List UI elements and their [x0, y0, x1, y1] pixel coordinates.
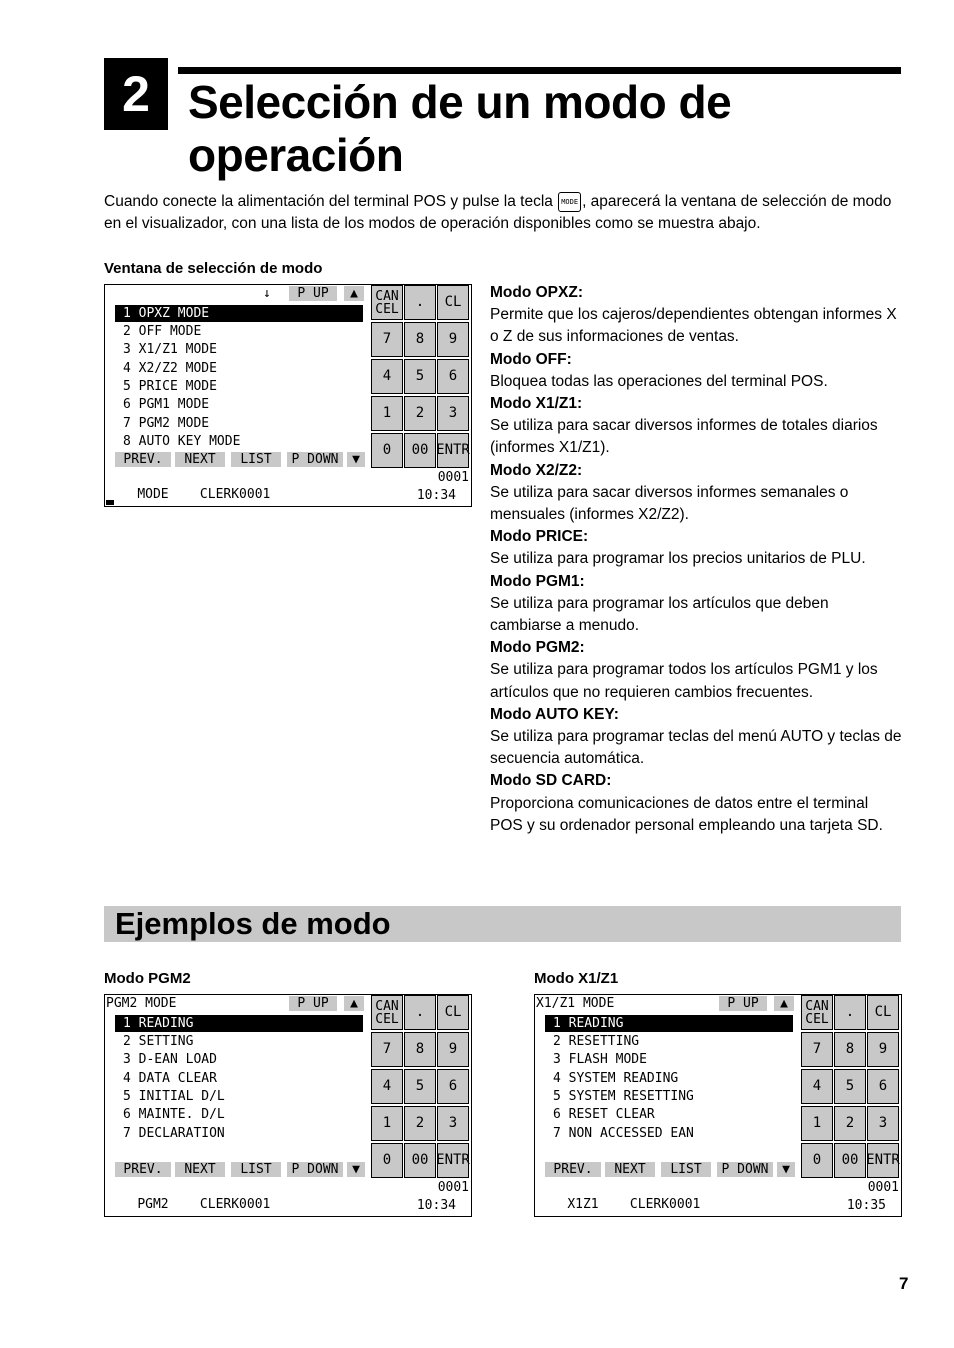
status-time: 10:34 — [416, 488, 456, 503]
list-item[interactable]: 5 SYSTEM RESETTING — [553, 1089, 694, 1104]
cursor-indicator — [106, 500, 114, 505]
pgm2-screen — [104, 994, 472, 1217]
x1z1-screen — [534, 994, 902, 1217]
page-number: 7 — [899, 1274, 909, 1293]
list-item[interactable]: 2 RESETTING — [553, 1034, 640, 1049]
key-4[interactable]: 4 — [801, 1069, 833, 1104]
list-item[interactable]: 2 OFF MODE — [123, 324, 202, 339]
key-3[interactable]: 3 — [867, 1106, 899, 1141]
list-item[interactable]: 6 PGM1 MODE — [123, 397, 210, 412]
mode-text: Bloquea todas las operaciones del terminal POS. — [490, 372, 828, 390]
list-item[interactable]: 4 DATA CLEAR — [123, 1071, 217, 1086]
list-nav-bar — [105, 1161, 371, 1178]
key-2[interactable]: 2 — [404, 396, 436, 431]
mode-text: Se utiliza para programar todos los artículos PGM1 y los artículos que no requieren cambios frecuentes. — [490, 661, 878, 701]
list-item[interactable]: 8 AUTO KEY MODE — [123, 434, 241, 449]
page-up-button[interactable]: P UP — [719, 996, 767, 1011]
pgm2-list — [105, 995, 371, 1160]
cancel-key-top: CAN — [805, 998, 829, 1014]
key-00[interactable]: 00 — [834, 1143, 866, 1178]
key-4[interactable]: 4 — [371, 359, 403, 394]
list-item[interactable]: 7 NON ACCESSED EAN — [553, 1126, 694, 1141]
mode-heading: Modo SD CARD: — [490, 772, 612, 790]
list-button[interactable]: LIST — [661, 1162, 711, 1177]
mode-heading: Modo PGM2: — [490, 639, 585, 657]
key-5[interactable]: 5 — [404, 1069, 436, 1104]
status-bar — [106, 469, 470, 504]
page-down-button[interactable]: P DOWN — [287, 452, 343, 467]
dot-key[interactable]: . — [404, 995, 436, 1030]
cancel-key[interactable] — [801, 995, 833, 1030]
window-label: Ventana de selección de modo — [104, 260, 323, 277]
mode-heading: Modo AUTO KEY: — [490, 705, 619, 723]
key-6[interactable]: 6 — [437, 1069, 469, 1104]
scroll-up-icon[interactable]: ▲ — [344, 286, 364, 301]
keypad — [800, 995, 900, 1179]
dot-key[interactable]: . — [404, 285, 436, 320]
key-3[interactable]: 3 — [437, 1106, 469, 1141]
clear-key[interactable]: CL — [437, 285, 469, 320]
mode-text: Se utiliza para programar teclas del menú AUTO y teclas de secuencia automática. — [490, 728, 902, 768]
page-title: Selección de un modo de operación — [188, 76, 732, 181]
cancel-key-top: CAN — [375, 288, 399, 304]
list-item[interactable]: 6 MAINTE. D/L — [123, 1107, 225, 1122]
list-item[interactable]: 7 DECLARATION — [123, 1126, 225, 1141]
intro-text-after: , aparecerá la ventana de selección de modo en el visualizador, con una lista de los modos de operación disponibles como se muestra abajo. — [104, 193, 892, 232]
cancel-key-bottom: CEL — [805, 1011, 829, 1027]
key-7[interactable]: 7 — [371, 1032, 403, 1067]
cancel-key-top: CAN — [375, 998, 399, 1014]
mode-heading: Modo OFF: — [490, 350, 572, 368]
list-item[interactable]: 1 OPXZ MODE — [115, 305, 363, 322]
intro-text-before: Cuando conecte la alimentación del terminal POS y pulse la tecla — [104, 193, 558, 210]
status-time: 10:34 — [416, 1198, 456, 1213]
status-mode-clerk: X1Z1 CLERK0001 — [567, 1197, 701, 1212]
mode-text: Se utiliza para sacar diversos informes de totales diarios (informes X1/Z1). — [490, 417, 878, 457]
mode-heading: Modo PRICE: — [490, 528, 589, 546]
list-item[interactable]: 1 READING — [545, 1015, 793, 1032]
chapter-number: 2 — [104, 58, 168, 130]
mode-text: Proporciona comunicaciones de datos entre el terminal POS y su ordenador personal empleando una tarjeta SD. — [490, 794, 883, 834]
scroll-down-icon[interactable]: ↓ — [263, 286, 271, 301]
list-item[interactable]: 3 D-EAN LOAD — [123, 1052, 217, 1067]
cancel-key[interactable] — [371, 995, 403, 1030]
next-button[interactable]: NEXT — [605, 1162, 655, 1177]
cancel-key-bottom: CEL — [375, 301, 399, 317]
status-bar — [106, 1179, 470, 1214]
mode-heading: Modo X1/Z1: — [490, 395, 583, 413]
page-down-button[interactable]: P DOWN — [287, 1162, 343, 1177]
section-title: Ejemplos de modo — [115, 906, 391, 941]
list-item[interactable]: 1 READING — [115, 1015, 363, 1032]
key-0[interactable]: 0 — [371, 433, 403, 468]
next-button[interactable]: NEXT — [175, 1162, 225, 1177]
clear-key[interactable]: CL — [867, 995, 899, 1030]
key-6[interactable]: 6 — [867, 1069, 899, 1104]
mode-heading: Modo PGM1: — [490, 572, 585, 590]
clear-key[interactable]: CL — [437, 995, 469, 1030]
mode-heading: Modo OPXZ: — [490, 284, 583, 301]
list-item[interactable]: 4 SYSTEM READING — [553, 1071, 679, 1086]
cancel-key-bottom: CEL — [375, 1011, 399, 1027]
list-item[interactable]: 6 RESET CLEAR — [553, 1107, 655, 1122]
key-9[interactable]: 9 — [867, 1032, 899, 1067]
list-button[interactable]: LIST — [231, 452, 281, 467]
pgm2-header: PGM2 MODE — [106, 996, 177, 1011]
scroll-down-button[interactable]: ▼ — [347, 452, 365, 467]
status-time: 10:35 — [846, 1198, 886, 1213]
intro-paragraph — [104, 191, 904, 235]
key-1[interactable]: 1 — [371, 396, 403, 431]
key-4[interactable]: 4 — [371, 1069, 403, 1104]
prev-button[interactable]: PREV. — [545, 1162, 601, 1177]
x1z1-header: X1/Z1 MODE — [536, 996, 615, 1011]
list-item[interactable]: 2 SETTING — [123, 1034, 194, 1049]
mode-key-icon: MODE — [558, 192, 581, 212]
status-number: 0001 — [437, 470, 469, 485]
status-mode-clerk: PGM2 CLERK0001 — [137, 1197, 271, 1212]
x1z1-list — [535, 995, 801, 1160]
enter-key[interactable]: ENTR — [437, 433, 469, 468]
mode-text: Permite que los cajeros/dependientes obtengan informes X o Z de sus informaciones de ventas. — [490, 306, 897, 346]
key-7[interactable]: 7 — [801, 1032, 833, 1067]
list-item[interactable]: 4 X2/Z2 MODE — [123, 361, 217, 376]
list-item[interactable]: 7 PGM2 MODE — [123, 416, 210, 431]
list-item[interactable]: 3 FLASH MODE — [553, 1052, 647, 1067]
key-00[interactable]: 00 — [404, 433, 436, 468]
dot-key[interactable]: . — [834, 995, 866, 1030]
list-nav-bar — [105, 451, 371, 468]
key-1[interactable]: 1 — [801, 1106, 833, 1141]
key-0[interactable]: 0 — [801, 1143, 833, 1178]
keypad — [370, 995, 470, 1179]
status-number: 0001 — [437, 1180, 469, 1195]
key-5[interactable]: 5 — [834, 1069, 866, 1104]
key-7[interactable]: 7 — [371, 322, 403, 357]
mode-text: Se utiliza para programar los artículos que deben cambiarse a menudo. — [490, 594, 829, 635]
page-up-button[interactable]: P UP — [289, 286, 337, 301]
key-9[interactable]: 9 — [437, 1032, 469, 1067]
pgm2-label: Modo PGM2 — [104, 970, 191, 987]
scroll-down-button[interactable]: ▼ — [347, 1162, 365, 1177]
status-mode-clerk: MODE CLERK0001 — [137, 487, 271, 502]
status-bar — [536, 1179, 900, 1214]
key-1[interactable]: 1 — [371, 1106, 403, 1141]
page-up-button[interactable]: P UP — [289, 996, 337, 1011]
key-2[interactable]: 2 — [404, 1106, 436, 1141]
list-item[interactable]: 5 INITIAL D/L — [123, 1089, 225, 1104]
key-00[interactable]: 00 — [404, 1143, 436, 1178]
key-8[interactable]: 8 — [834, 1032, 866, 1067]
key-6[interactable]: 6 — [437, 359, 469, 394]
key-0[interactable]: 0 — [371, 1143, 403, 1178]
scroll-up-icon[interactable]: ▲ — [774, 996, 794, 1011]
key-8[interactable]: 8 — [404, 322, 436, 357]
mode-selection-screen — [104, 284, 472, 507]
cancel-key[interactable] — [371, 285, 403, 320]
mode-heading: Modo X2/Z2: — [490, 461, 583, 479]
prev-button[interactable]: PREV. — [115, 1162, 171, 1177]
mode-text: Se utiliza para sacar diversos informes semanales o mensuales (informes X2/Z2). — [490, 483, 849, 524]
mode-text: Se utiliza para programar los precios unitarios de PLU. — [490, 550, 866, 568]
page-down-button[interactable]: P DOWN — [717, 1162, 773, 1177]
x1z1-label: Modo X1/Z1 — [534, 970, 619, 987]
key-8[interactable]: 8 — [404, 1032, 436, 1067]
status-number: 0001 — [867, 1180, 899, 1195]
list-button[interactable]: LIST — [231, 1162, 281, 1177]
key-9[interactable]: 9 — [437, 322, 469, 357]
next-button[interactable]: NEXT — [175, 452, 225, 467]
enter-key[interactable]: ENTR — [437, 1143, 469, 1178]
list-nav-bar — [535, 1161, 801, 1178]
section-heading — [104, 906, 901, 942]
title-rule — [178, 67, 901, 74]
enter-key[interactable]: ENTR — [867, 1143, 899, 1178]
keypad — [370, 285, 470, 469]
mode-list — [105, 285, 371, 450]
key-3[interactable]: 3 — [437, 396, 469, 431]
scroll-down-button[interactable]: ▼ — [777, 1162, 795, 1177]
list-item[interactable]: 5 PRICE MODE — [123, 379, 217, 394]
list-item[interactable]: 3 X1/Z1 MODE — [123, 342, 217, 357]
prev-button[interactable]: PREV. — [115, 452, 171, 467]
key-5[interactable]: 5 — [404, 359, 436, 394]
scroll-up-icon[interactable]: ▲ — [344, 996, 364, 1011]
mode-descriptions — [490, 282, 902, 837]
key-2[interactable]: 2 — [834, 1106, 866, 1141]
